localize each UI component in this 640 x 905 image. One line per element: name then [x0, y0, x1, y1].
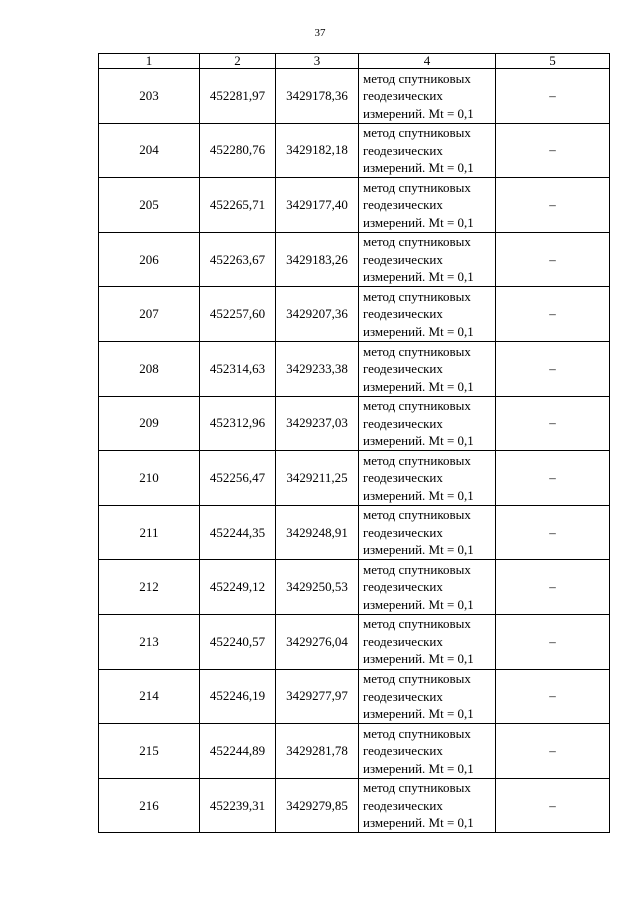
y-coordinate-cell: 3429178,36 [276, 69, 359, 124]
method-line: геодезических [363, 88, 443, 104]
method-cell [359, 451, 496, 506]
method-line: геодезических [363, 197, 443, 213]
note-cell: – [496, 287, 610, 342]
method-cell [359, 123, 496, 178]
method-cell [359, 614, 496, 669]
method-cell [359, 724, 496, 779]
note-cell: – [496, 178, 610, 233]
table-row [99, 451, 610, 506]
x-coordinate-cell: 452265,71 [200, 178, 276, 233]
method-line: метод спутниковых [363, 288, 471, 304]
note-cell: – [496, 396, 610, 451]
y-coordinate-cell: 3429182,18 [276, 123, 359, 178]
x-coordinate-cell: 452249,12 [200, 560, 276, 615]
point-number-cell: 208 [99, 341, 200, 396]
method-line: измерений. Mt = 0,1 [363, 596, 474, 612]
y-coordinate-cell: 3429276,04 [276, 614, 359, 669]
point-number-cell: 210 [99, 451, 200, 506]
method-line: измерений. Mt = 0,1 [363, 105, 474, 121]
y-coordinate-cell: 3429248,91 [276, 505, 359, 560]
x-coordinate-cell: 452314,63 [200, 341, 276, 396]
method-line: метод спутниковых [363, 70, 471, 86]
method-line: метод спутниковых [363, 125, 471, 141]
method-cell [359, 69, 496, 124]
table-row [99, 724, 610, 779]
point-number-cell: 215 [99, 724, 200, 779]
y-coordinate-cell: 3429183,26 [276, 232, 359, 287]
method-line: геодезических [363, 688, 443, 704]
x-coordinate-cell: 452240,57 [200, 614, 276, 669]
method-line: геодезических [363, 743, 443, 759]
method-line: геодезических [363, 361, 443, 377]
method-line: геодезических [363, 633, 443, 649]
method-line: метод спутниковых [363, 234, 471, 250]
header-col-4: 4 [359, 54, 496, 69]
y-coordinate-cell: 3429211,25 [276, 451, 359, 506]
method-line: метод спутниковых [363, 616, 471, 632]
point-number-cell: 203 [99, 69, 200, 124]
method-line: геодезических [363, 470, 443, 486]
point-number-cell: 206 [99, 232, 200, 287]
point-number-cell: 209 [99, 396, 200, 451]
method-line: метод спутниковых [363, 780, 471, 796]
header-col-5: 5 [496, 54, 610, 69]
x-coordinate-cell: 452263,67 [200, 232, 276, 287]
x-coordinate-cell: 452246,19 [200, 669, 276, 724]
table-row [99, 123, 610, 178]
method-cell [359, 396, 496, 451]
y-coordinate-cell: 3429281,78 [276, 724, 359, 779]
note-cell: – [496, 778, 610, 833]
y-coordinate-cell: 3429250,53 [276, 560, 359, 615]
y-coordinate-cell: 3429177,40 [276, 178, 359, 233]
method-line: метод спутниковых [363, 179, 471, 195]
y-coordinate-cell: 3429277,97 [276, 669, 359, 724]
method-line: геодезических [363, 306, 443, 322]
header-col-2: 2 [200, 54, 276, 69]
table-body [99, 69, 610, 833]
x-coordinate-cell: 452239,31 [200, 778, 276, 833]
method-line: геодезических [363, 524, 443, 540]
method-line: измерений. Mt = 0,1 [363, 378, 474, 394]
x-coordinate-cell: 452312,96 [200, 396, 276, 451]
note-cell: – [496, 341, 610, 396]
method-line: геодезических [363, 251, 443, 267]
method-line: геодезических [363, 415, 443, 431]
method-cell [359, 505, 496, 560]
method-cell [359, 287, 496, 342]
method-line: геодезических [363, 142, 443, 158]
method-cell [359, 232, 496, 287]
method-line: измерений. Mt = 0,1 [363, 651, 474, 667]
note-cell: – [496, 123, 610, 178]
method-cell [359, 778, 496, 833]
method-line: измерений. Mt = 0,1 [363, 323, 474, 339]
note-cell: – [496, 614, 610, 669]
note-cell: – [496, 451, 610, 506]
point-number-cell: 204 [99, 123, 200, 178]
table-row [99, 287, 610, 342]
point-number-cell: 216 [99, 778, 200, 833]
table-row [99, 232, 610, 287]
note-cell: – [496, 724, 610, 779]
x-coordinate-cell: 452244,35 [200, 505, 276, 560]
method-line: измерений. Mt = 0,1 [363, 487, 474, 503]
method-cell [359, 178, 496, 233]
coordinates-table [98, 53, 610, 833]
point-number-cell: 205 [99, 178, 200, 233]
method-line: измерений. Mt = 0,1 [363, 269, 474, 285]
method-line: метод спутниковых [363, 671, 471, 687]
method-line: измерений. Mt = 0,1 [363, 542, 474, 558]
y-coordinate-cell: 3429237,03 [276, 396, 359, 451]
table-row [99, 69, 610, 124]
method-cell [359, 341, 496, 396]
table-row [99, 341, 610, 396]
note-cell: – [496, 560, 610, 615]
y-coordinate-cell: 3429279,85 [276, 778, 359, 833]
method-line: измерений. Mt = 0,1 [363, 815, 474, 831]
point-number-cell: 211 [99, 505, 200, 560]
point-number-cell: 213 [99, 614, 200, 669]
x-coordinate-cell: 452280,76 [200, 123, 276, 178]
note-cell: – [496, 669, 610, 724]
method-line: метод спутниковых [363, 398, 471, 414]
point-number-cell: 214 [99, 669, 200, 724]
method-line: измерений. Mt = 0,1 [363, 433, 474, 449]
table-row [99, 614, 610, 669]
method-line: метод спутниковых [363, 452, 471, 468]
table-row [99, 669, 610, 724]
y-coordinate-cell: 3429207,36 [276, 287, 359, 342]
table-row [99, 778, 610, 833]
x-coordinate-cell: 452257,60 [200, 287, 276, 342]
point-number-cell: 212 [99, 560, 200, 615]
page-number: 37 [314, 27, 326, 39]
method-line: измерений. Mt = 0,1 [363, 706, 474, 722]
method-line: измерений. Mt = 0,1 [363, 760, 474, 776]
x-coordinate-cell: 452281,97 [200, 69, 276, 124]
y-coordinate-cell: 3429233,38 [276, 341, 359, 396]
method-line: геодезических [363, 797, 443, 813]
method-line: измерений. Mt = 0,1 [363, 160, 474, 176]
header-col-3: 3 [276, 54, 359, 69]
method-line: метод спутниковых [363, 561, 471, 577]
method-cell [359, 560, 496, 615]
table-row [99, 505, 610, 560]
method-line: метод спутниковых [363, 507, 471, 523]
x-coordinate-cell: 452256,47 [200, 451, 276, 506]
table-row [99, 178, 610, 233]
note-cell: – [496, 232, 610, 287]
method-cell [359, 669, 496, 724]
x-coordinate-cell: 452244,89 [200, 724, 276, 779]
note-cell: – [496, 505, 610, 560]
table-row [99, 396, 610, 451]
method-line: геодезических [363, 579, 443, 595]
header-row [99, 54, 610, 69]
point-number-cell: 207 [99, 287, 200, 342]
method-line: измерений. Mt = 0,1 [363, 214, 474, 230]
method-line: метод спутниковых [363, 343, 471, 359]
header-col-1: 1 [99, 54, 200, 69]
method-line: метод спутниковых [363, 725, 471, 741]
note-cell: – [496, 69, 610, 124]
table-header [99, 54, 610, 69]
table-row [99, 560, 610, 615]
